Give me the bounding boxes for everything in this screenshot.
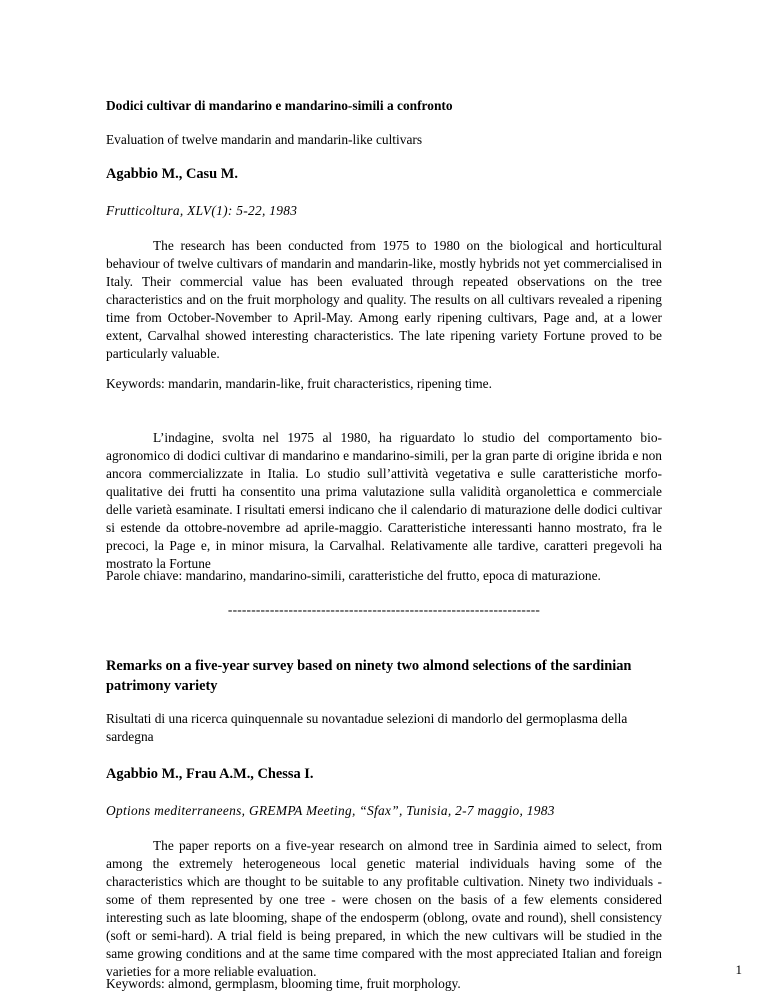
article1-abstract-it: L’indagine, svolta nel 1975 al 1980, ha riguardato lo studio del comportamento bio-agronomico di dodici cultivar di mandarino e mandarino-simili, per la gran parte di origine ibrida e non ancora commercializzate in Italia. Lo studio sull’attività vegetativa e sulle caratteristiche morfo-qualitative dei frutti ha consentito una prima valutazione sulla validità organolettica e commerciale delle varietà esaminate. I risultati emersi indicano che il calendario di maturazione delle dodici cultivar si estende da ottobre-novembre ad aprile-maggio. Caratteristiche interessanti hanno mostrato, fra le precoci, la Page e, in minor misura, la Carvalhal. Relativamente alle tardive, caratteri pregevoli ha mostrato la Fortune [106,430,662,571]
article1-keywords-en: Keywords: mandarin, mandarin-like, fruit characteristics, ripening time. [106,376,492,391]
article2-authors: Agabbio M., Frau A.M., Chessa I. [106,766,314,782]
article1-keywords-it: Parole chiave: mandarino, mandarino-simili, caratteristiche del frutto, epoca di maturazione. [106,568,601,583]
article2-keywords-en: Keywords: almond, germplasm, blooming time, fruit morphology. [106,976,461,991]
article2-citation: Options mediterraneens, GREMPA Meeting, “Sfax”, Tunisia, 2-7 maggio, 1983 [106,803,555,818]
article1-authors: Agabbio M., Casu M. [106,166,238,182]
article2-title: Remarks on a five-year survey based on ninety two almond selections of the sardinian patrimony variety [106,658,632,694]
page-number: 1 [735,962,742,977]
article2-title-it: Risultati di una ricerca quinquennale su novantadue selezioni di mandorlo del germoplasma della sardegna [106,711,628,744]
article1-title-en: Evaluation of twelve mandarin and mandarin-like cultivars [106,132,423,147]
section-separator: ------------------------------------------------------------------- [227,602,541,617]
article1-abstract-en: The research has been conducted from 1975 to 1980 on the biological and horticultural behaviour of twelve cultivars of mandarin and mandarin-like, mostly hybrids not yet commercialised in Italy. Their commercial value has been evaluated through repeated observations on the tree characteristics and on the fruit morphology and quality. The results on all cultivars revealed a ripening time from October-November to April-May. Among early ripening cultivars, Page and, at a lower extent, Carvalhal showed interesting characteristics. The late ripening variety Fortune proved to be particularly valuable. [106,238,662,361]
article1-citation: Frutticoltura, XLV(1): 5-22, 1983 [106,203,298,218]
article2-abstract-en: The paper reports on a five-year research on almond tree in Sardinia aimed to select, from among the extremely heterogeneous local genetic material individuals having some of the characteristics which are thought to be suitable to any profitable cultivation. Ninety two individuals - some of them represented by one tree - were chosen on the basis of a few elements considered interesting such as late blooming, shape of the endosperm (oblong, ovate and round), shell consistency (soft or semi-hard). A trial field is being prepared, in which the new cultivars will be studied in the same growing conditions and at the same time compared with the most appreciated Italian and foreign varieties for a more reliable evaluation. [106,838,662,979]
article1-title: Dodici cultivar di mandarino e mandarino-simili a confronto [106,98,453,113]
